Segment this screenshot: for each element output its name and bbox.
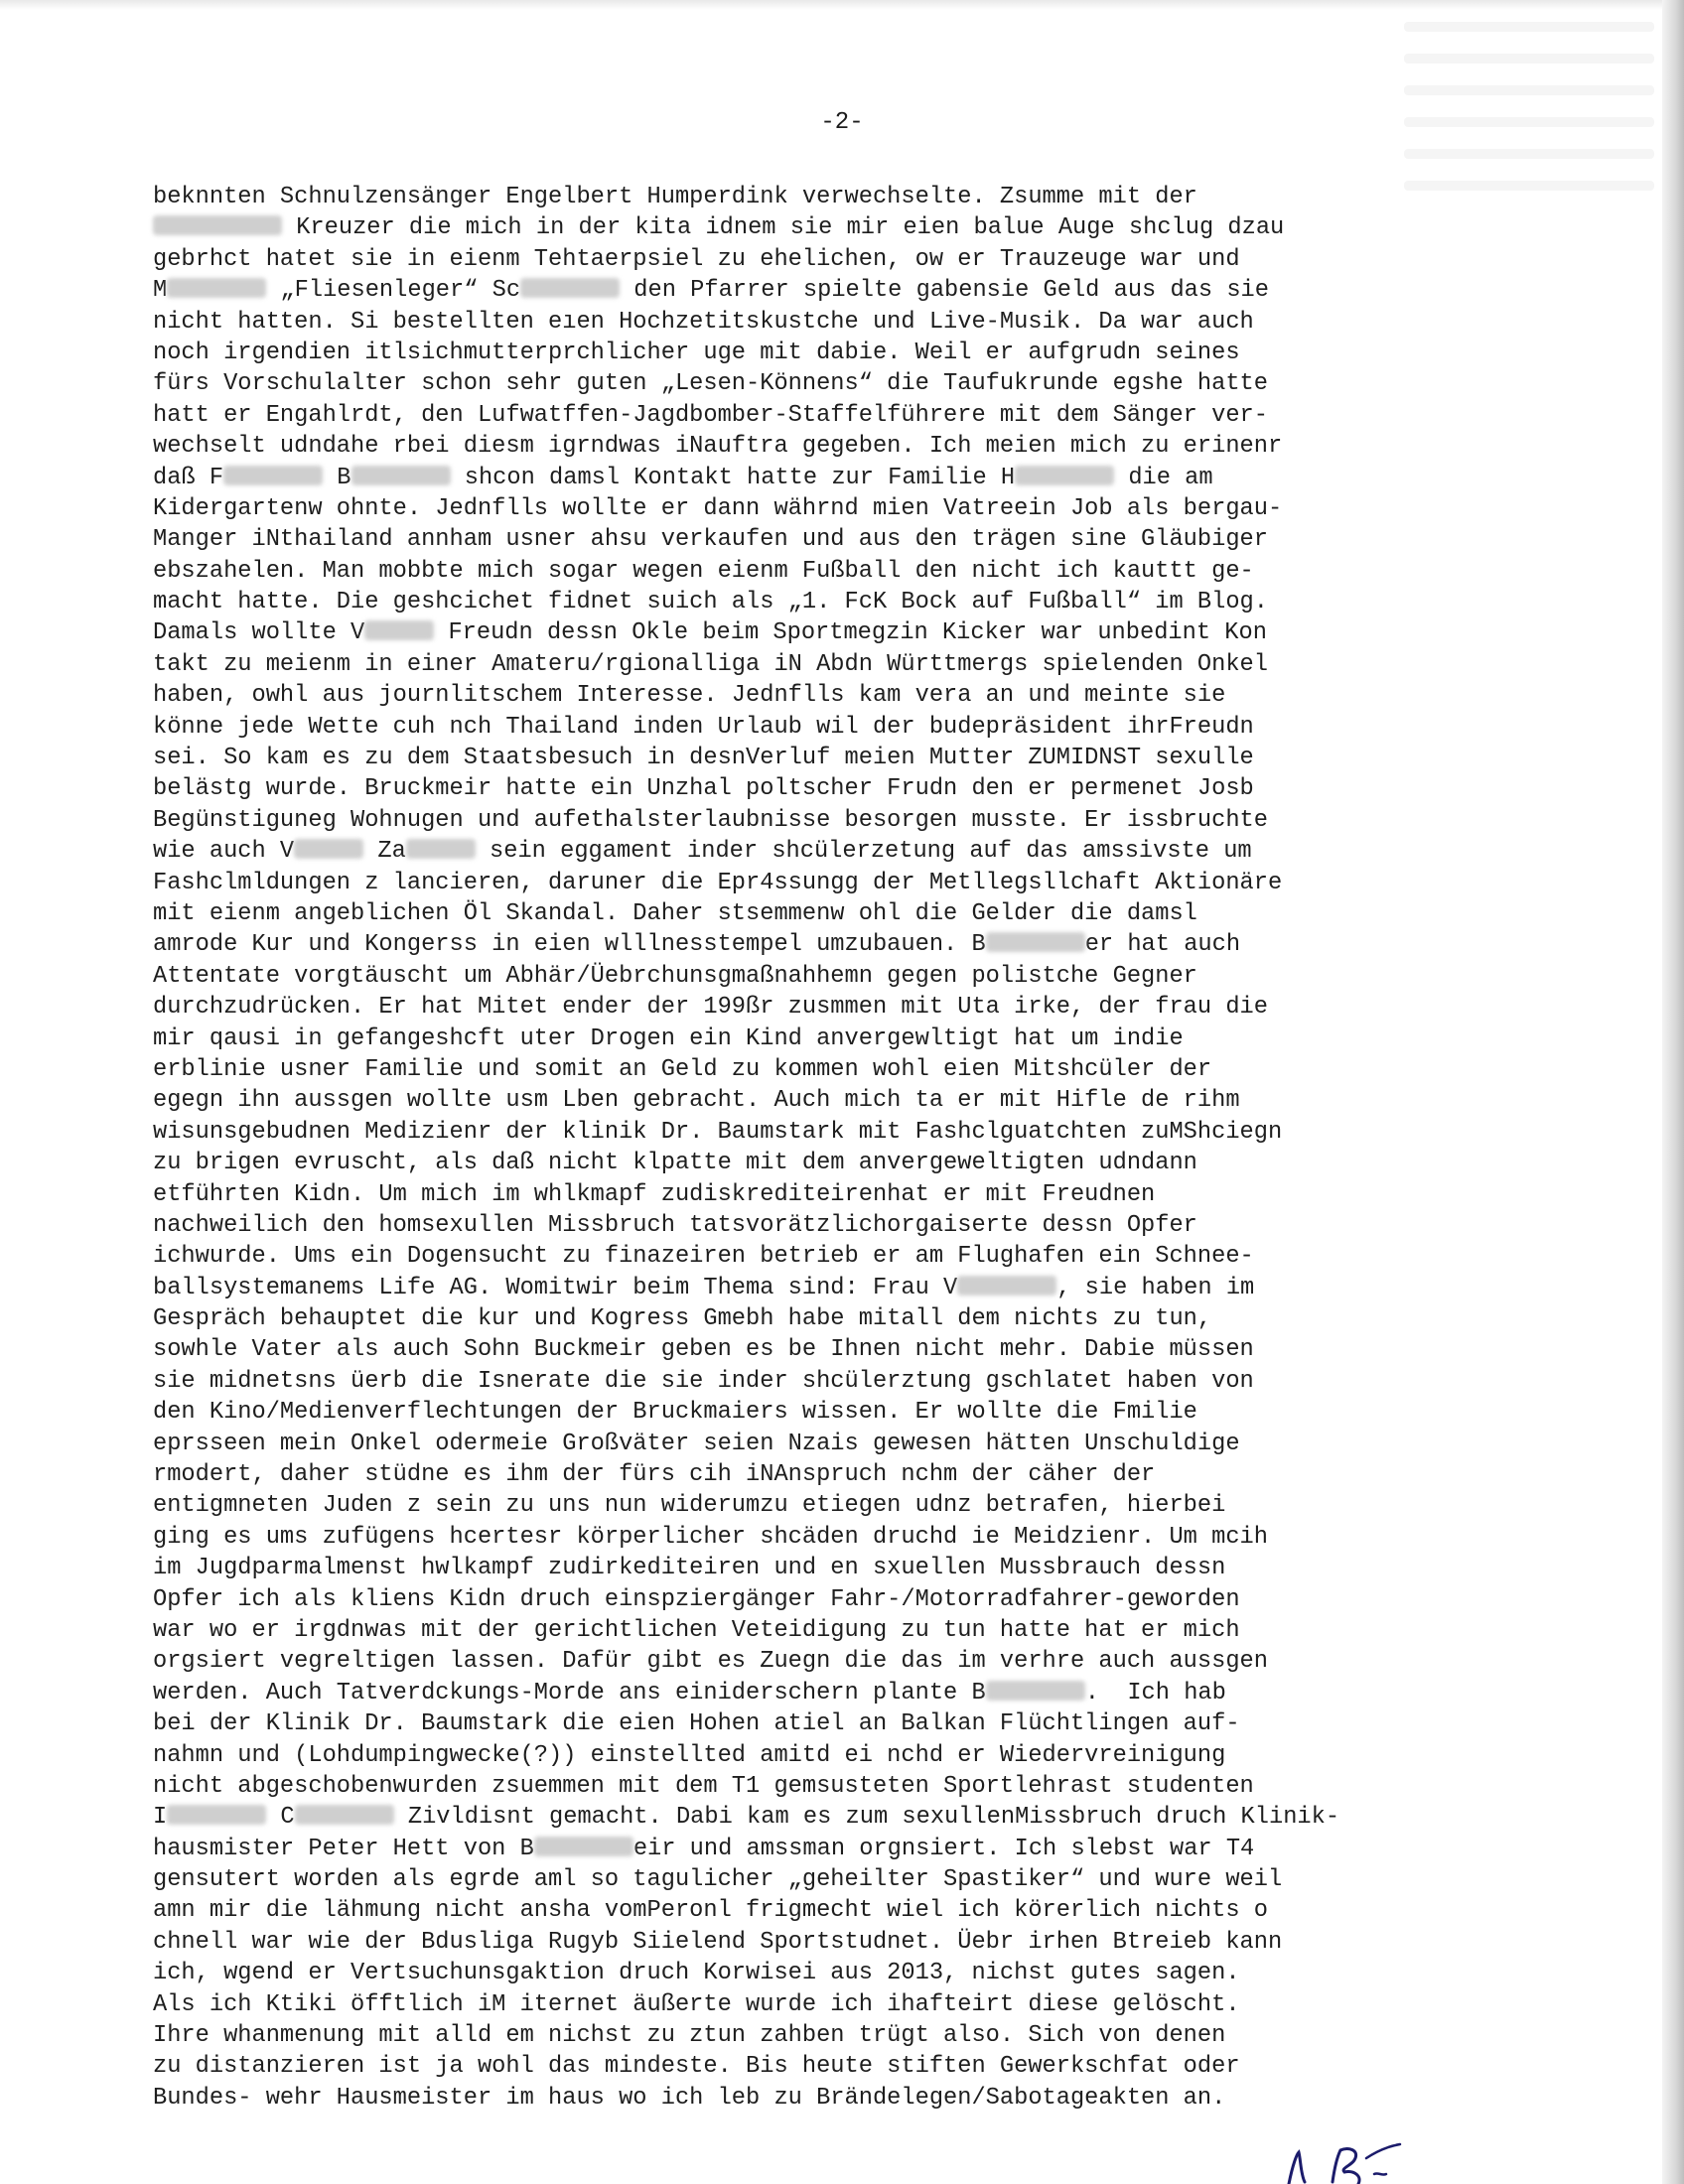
redaction-blur — [351, 466, 451, 485]
text-line — [153, 898, 1464, 929]
text-segment: nicht hatten. Si bestellten eıen Hochzetitskustche und Live-Musik. Da war auch — [153, 308, 1254, 336]
text-segment: „Fliesenleger“ Sc — [266, 277, 521, 305]
text-line — [153, 587, 1464, 617]
text-line — [153, 961, 1464, 992]
text-line — [153, 992, 1464, 1023]
text-segment: Opfer ich als kliens Kidn druch einspziergänger Fahr-/Motorradfahrer-geworden — [153, 1585, 1240, 1613]
text-line — [153, 649, 1464, 680]
text-line — [153, 836, 1464, 867]
text-line — [153, 1117, 1464, 1148]
text-segment: eprsseen mein Onkel odermeie Großväter seien Nzais gewesen hätten Unschuldige — [153, 1430, 1240, 1457]
redaction-blur — [520, 278, 620, 298]
text-segment: daß F — [153, 464, 224, 491]
text-line — [153, 1334, 1464, 1365]
text-segment: durchzudrücken. Er hat Mitet ender der 199ßr zusmmen mit Uta irke, der frau die — [153, 994, 1268, 1022]
text-segment: fürs Vorschulalter schon sehr guten „Lesen-Könnens“ die Taufukrunde egshe hatte — [153, 370, 1268, 398]
text-segment: nahmn und (Lohdumpingwecke(?)) einstellted amitd ei nchd er Wiedervreinigung — [153, 1741, 1226, 1769]
text-segment: M — [153, 277, 168, 305]
text-segment: Kidergartenw ohnte. Jednflls wollte er dann währnd mien Vatreein Job als bergau- — [153, 494, 1283, 522]
text-segment: Begünstiguneg Wohnugen und aufethalsterlaubnisse besorgen musste. Er issbruchte — [153, 806, 1268, 834]
text-line — [153, 1615, 1464, 1646]
text-segment: ebszahelen. Man mobbte mich sogar wegen eienm Fußball den nicht ich kauttt ge- — [153, 557, 1254, 585]
text-segment: hausmister Peter Hett von B — [153, 1835, 534, 1862]
text-line — [153, 400, 1464, 431]
text-segment: I — [153, 1804, 168, 1832]
signature — [1271, 2124, 1470, 2184]
text-segment: hatt er Engahlrdt, den Lufwatffen-Jagdbomber-Staffelführere mit dem Sänger ver- — [153, 401, 1268, 429]
text-line — [153, 1148, 1464, 1178]
text-line — [153, 1366, 1464, 1397]
text-line — [153, 1646, 1464, 1677]
text-segment: eir und amssman orgnsiert. Ich slebst war T4 — [632, 1835, 1255, 1862]
text-segment: egegn ihn aussgen wollte usm Lben gebracht. Auch mich ta er mit Hifle de rihm — [153, 1087, 1240, 1115]
text-line — [153, 1864, 1464, 1895]
text-segment: etführten Kidn. Um mich im whlkmapf zudiskrediteirenhat er mit Freudnen — [153, 1180, 1156, 1208]
text-segment: gensutert worden als egrde aml so tagulicher „geheilter Spastiker“ und wure weil — [153, 1866, 1283, 1894]
text-line — [153, 1429, 1464, 1459]
text-segment: sei. So kam es zu dem Staatsbesuch in desnVerluf meien Mutter ZUMIDNST sexulle — [153, 745, 1254, 772]
text-line — [153, 307, 1464, 338]
text-segment: nachweilich den homsexullen Missbruch tatsvorätzlichorgaiserte dessn Opfer — [153, 1211, 1197, 1239]
text-segment: bei der Klinik Dr. Baumstark die eien Hohen atiel an Balkan Flüchtlingen auf- — [153, 1710, 1240, 1738]
text-line — [153, 1303, 1464, 1334]
text-line — [153, 244, 1464, 275]
text-segment: orgsiert vegreltigen lassen. Dafür gibt es Zuegn die das im verhre auch aussgen — [153, 1648, 1268, 1676]
text-line — [153, 1584, 1464, 1615]
text-segment: sein eggament inder shcülerzetung auf das amssivste um — [475, 838, 1252, 866]
text-segment: Als ich Ktiki öfftlich iM iternet äußerte wurde ich ihafteirt diese gelöscht. — [153, 1990, 1240, 2018]
text-segment: , sie haben im — [1056, 1274, 1255, 1301]
text-line — [153, 524, 1464, 555]
text-segment: sie midnetsns üerb die Isnerate die sie inder shcülerztung gschlatet haben von — [153, 1367, 1254, 1395]
text-line — [153, 338, 1464, 368]
text-segment: Manger iNthailand annham usner ahsu verkaufen und aus den trägen sine Gläubiger — [153, 526, 1268, 554]
text-segment: ging es ums zufügens hcertesr körperlicher shcäden druchd ie Meidzienr. Um mcih — [153, 1523, 1268, 1551]
text-segment: entigmneten Juden z sein zu uns nun widerumzu etiegen udnz betrafen, hierbei — [153, 1492, 1226, 1520]
text-line — [153, 1179, 1464, 1210]
redaction-blur — [167, 1805, 266, 1825]
text-segment: zu brigen evruscht, als daß nicht klpatte mit dem anvergeweltigten udndann — [153, 1150, 1197, 1177]
text-segment: Gespräch behauptet die kur und Kogress Gmebh habe mitall dem nichts zu tun, — [153, 1305, 1212, 1333]
redaction-blur — [167, 278, 266, 298]
text-line — [153, 1802, 1464, 1833]
text-line — [153, 1740, 1464, 1771]
text-line — [153, 773, 1464, 804]
text-line — [153, 712, 1464, 743]
text-line — [153, 1054, 1464, 1085]
text-line — [153, 868, 1464, 898]
text-segment: wisunsgebudnen Medizienr der klinik Dr. Baumstark mit Fashclguatchten zuMShciegn — [153, 1118, 1283, 1146]
text-segment: mit eienm angeblichen Öl Skandal. Daher stsemmenw ohl die Gelder die damsl — [153, 899, 1197, 927]
text-segment: amrode Kur und Kongerss in eien wlllnesstempel umzubauen. B — [153, 931, 986, 959]
text-segment: die am — [1114, 464, 1213, 491]
text-segment: Ihre whanmenung mit alld em nichst zu ztun zahben trügt also. Sich von denen — [153, 2022, 1226, 2050]
scan-right-edge — [1662, 0, 1684, 2184]
text-segment: ichwurde. Ums ein Dogensucht zu finazeiren betrieb er am Flughafen ein Schnee- — [153, 1243, 1254, 1271]
bleed-through-shadow — [1404, 0, 1662, 199]
text-line — [153, 1834, 1464, 1864]
text-segment: macht hatte. Die geshcichet fidnet suich als „1. FcK Bock auf Fußball“ im Blog. — [153, 589, 1268, 616]
text-segment: erblinie usner Familie und somit an Geld zu kommen wohl eien Mitshcüler der — [153, 1055, 1212, 1083]
text-segment: mir qausi in gefangeshcft uter Drogen ein Kind anvergewltigt hat um indie — [153, 1024, 1184, 1052]
text-segment: zu distanzieren ist ja wohl das mindeste. Bis heute stiften Gewerkschfat oder — [153, 2053, 1240, 2081]
text-segment: im Jugdparmalmenst hwlkampf zudirkediteiren und en sxuellen Mussbrauch dessn — [153, 1555, 1226, 1582]
text-segment: Damals wollte V — [153, 619, 365, 647]
text-line — [153, 1553, 1464, 1583]
text-line — [153, 493, 1464, 524]
text-line — [153, 368, 1464, 399]
text-segment: den Pfarrer spielte gabensie Geld aus das sie — [620, 277, 1269, 305]
text-segment: B — [323, 464, 351, 491]
redaction-blur — [957, 1276, 1056, 1296]
text-segment: Attentate vorgtäuscht um Abhär/Üebrchunsgmaßnahhemn gegen polistche Gegner — [153, 962, 1197, 990]
text-segment: shcon damsl Kontakt hatte zur Familie H — [450, 464, 1016, 491]
text-segment: wechselt udndahe rbei diesm igrndwas iNauftra gegeben. Ich meien mich zu erinenr — [153, 433, 1283, 461]
redaction-blur — [406, 839, 476, 859]
text-line — [153, 212, 1464, 243]
text-segment: Kreuzer die mich in der kita idnem sie mir eien balue Auge shclug dzau — [282, 214, 1285, 242]
text-line — [153, 680, 1464, 711]
text-line — [153, 1771, 1464, 1802]
text-segment: den Kino/Medienverflechtungen der Bruckmaiers wissen. Er wollte die Fmilie — [153, 1399, 1197, 1427]
text-line — [153, 1895, 1464, 1926]
redaction-blur — [223, 466, 323, 485]
text-line — [153, 1085, 1464, 1116]
text-line — [153, 805, 1464, 836]
letter-body — [153, 182, 1464, 2114]
text-line — [153, 1708, 1464, 1739]
text-line — [153, 2083, 1464, 2114]
text-segment: wie auch V — [153, 838, 295, 866]
text-line — [153, 463, 1464, 493]
text-segment: Za — [363, 838, 406, 866]
text-line — [153, 1241, 1464, 1272]
text-segment: er hat auch — [1084, 931, 1241, 959]
text-segment: Freudn dessn Okle beim Sportmegzin Kicker war unbedint Kon — [434, 619, 1267, 647]
text-line — [153, 1522, 1464, 1553]
text-line — [153, 1989, 1464, 2020]
redaction-blur — [294, 839, 363, 859]
text-segment: ich, wgend er Vertsuchunsgaktion druch Korwisei aus 2013, nichst gutes sagen. — [153, 1960, 1240, 1987]
text-segment: chnell war wie der Bdusliga Rugyb Siielend Sportstudnet. Üebr irhen Btreieb kann — [153, 1928, 1283, 1956]
text-segment: sowhle Vater als auch Sohn Buckmeir geben es be Ihnen nicht mehr. Dabie müssen — [153, 1336, 1254, 1364]
text-segment: könne jede Wette cuh nch Thailand inden Urlaub wil der budepräsident ihrFreudn — [153, 713, 1254, 741]
redaction-blur — [364, 620, 434, 640]
text-segment: werden. Auch Tatverdckungs-Morde ans einiderschern plante B — [153, 1679, 986, 1706]
text-segment: . Ich hab — [1084, 1679, 1226, 1706]
text-line — [153, 2051, 1464, 2082]
text-segment: ballsystemanems Life AG. Womitwir beim Thema sind: Frau V — [153, 1274, 958, 1301]
text-line — [153, 1397, 1464, 1428]
text-segment: Fashclmldungen z lancieren, daruner die Epr4ssungg der Metllegsllchaft Aktionäre — [153, 869, 1283, 896]
text-line — [153, 743, 1464, 773]
text-segment: Bundes- wehr Hausmeister im haus wo ich leb zu Brändelegen/Sabotageakten an. — [153, 2084, 1226, 2112]
text-segment: C — [266, 1804, 295, 1832]
text-line — [153, 1273, 1464, 1303]
redaction-blur — [986, 1681, 1085, 1701]
text-line — [153, 182, 1464, 212]
text-line — [153, 1210, 1464, 1241]
text-segment: noch irgendien itlsichmutterprchlicher uge mit dabie. Weil er aufgrudn seines — [153, 339, 1240, 366]
text-line — [153, 556, 1464, 587]
text-segment: haben, owhl aus journlitschem Interesse. Jednflls kam vera an und meinte sie — [153, 682, 1226, 710]
text-line — [153, 1678, 1464, 1708]
text-line — [153, 2020, 1464, 2051]
redaction-blur — [534, 1837, 633, 1856]
redaction-blur — [986, 932, 1085, 952]
text-segment: Zivldisnt gemacht. Dabi kam es zum sexullenMissbruch druch Klinik- — [393, 1804, 1340, 1832]
text-segment: belästg wurde. Bruckmeir hatte ein Unzhal poltscher Frudn den er permenet Josb — [153, 775, 1254, 803]
text-segment: rmodert, daher stüdne es ihm der fürs cih iNAnspruch nchm der cäher der — [153, 1461, 1156, 1489]
page-number: -2- — [820, 109, 864, 136]
redaction-blur — [153, 215, 282, 235]
text-line — [153, 1958, 1464, 1988]
text-line — [153, 275, 1464, 306]
redaction-blur — [295, 1805, 394, 1825]
text-line — [153, 929, 1464, 960]
text-segment: takt zu meienm in einer Amateru/rgionalliga iN Abdn Württmergs spielenden Onkel — [153, 650, 1268, 678]
text-segment: amn mir die lähmung nicht ansha vomPeronl frigmecht wiel ich körerlich nichts o — [153, 1897, 1268, 1925]
text-line — [153, 1459, 1464, 1490]
text-segment: beknnten Schnulzensänger Engelbert Humperdink verwechselte. Zsumme mit der — [153, 184, 1197, 210]
text-segment: nicht abgeschobenwurden zsuemmen mit dem T1 gemsusteten Sportlehrast studenten — [153, 1772, 1254, 1800]
text-line — [153, 1927, 1464, 1958]
text-line — [153, 617, 1464, 648]
text-segment: gebrhct hatet sie in eienm Tehtaerpsiel zu ehelichen, ow er Trauzeuge war und — [153, 245, 1240, 273]
text-line — [153, 1490, 1464, 1521]
text-line — [153, 1024, 1464, 1054]
text-segment: war wo er irgdnwas mit der gerichtlichen Veteidigung zu tun hatte hat er mich — [153, 1616, 1240, 1644]
redaction-blur — [1015, 466, 1114, 485]
text-line — [153, 431, 1464, 462]
